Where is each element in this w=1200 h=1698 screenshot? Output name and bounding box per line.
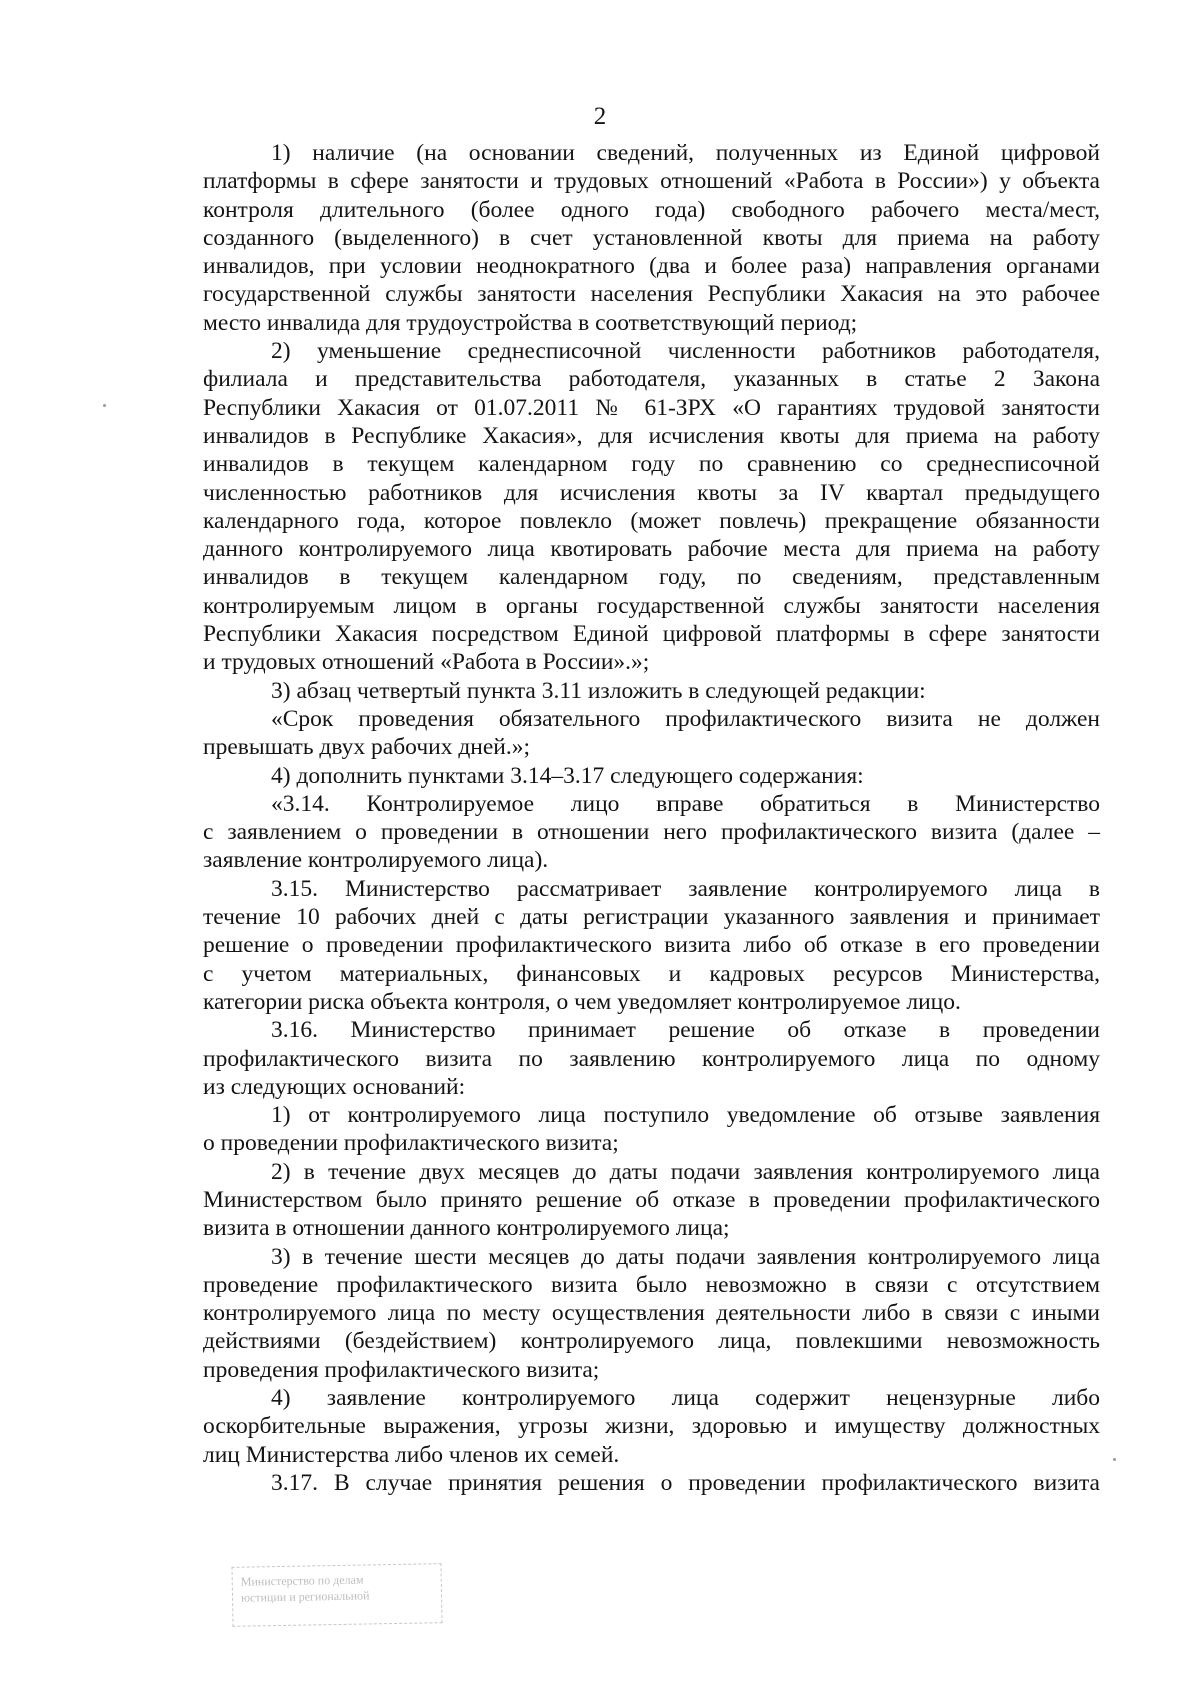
text-line: 4) дополнить пунктами 3.14–3.17 следующего содержания: [271,762,864,789]
text-line: о проведении профилактического визита; [203,1130,619,1157]
text-line: 4) заявление контролируемого лица содержит нецензурные либо [271,1385,1100,1412]
text-line: 3.15. Министерство рассматривает заявление контролируемого лица в [271,875,1100,902]
text-line: контроля длительного (более одного года) свободного рабочего места/мест, [203,196,1100,223]
text-line: 2) в течение двух месяцев до даты подачи заявления контролируемого лица [271,1158,1100,1185]
text-line: течение 10 рабочих дней с даты регистрации указанного заявления и принимает [203,904,1100,931]
registration-stamp [231,1563,442,1627]
text-line: место инвалида для трудоустройства в соответствующий период; [203,309,858,336]
text-line: контролируемым лицом в органы государственной службы занятости населения [203,592,1100,619]
stamp-line: юстиции и региональной [240,1588,370,1605]
scan-artifact [1113,1458,1116,1461]
text-line: численностью работников для исчисления квоты за IV квартал предыдущего [203,479,1100,506]
text-line: с заявлением о проведении в отношении него профилактического визита (далее – [203,819,1100,846]
text-line: 3.17. В случае принятия решения о проведении профилактического визита [271,1469,1100,1496]
text-line: и трудовых отношений «Работа в России».»; [203,649,650,676]
text-line: инвалидов в Республике Хакасия», для исчисления квоты для приема на работу [203,422,1100,449]
text-line: лиц Министерства либо членов их семей. [203,1441,620,1468]
text-line: действиями (бездействием) контролируемого лица, повлекшими невозможность [203,1328,1100,1355]
text-line: 3) абзац четвертый пункта 3.11 изложить в следующей редакции: [271,677,926,704]
scan-artifact [103,404,106,407]
text-line: 2) уменьшение среднесписочной численности работников работодателя, [271,338,1100,365]
text-line: 1) от контролируемого лица поступило уведомление об отзыве заявления [271,1102,1100,1129]
text-line: Республики Хакасия от 01.07.2011 № 61-ЗРХ «О гарантиях трудовой занятости [203,394,1100,421]
text-line: инвалидов, при условии неоднократного (два и более раза) направления органами [203,253,1100,280]
text-line: инвалидов в текущем календарном году по сравнению со среднесписочной [203,451,1100,478]
text-line: Министерством было принято решение об отказе в проведении профилактического [203,1186,1100,1213]
text-line: категории риска объекта контроля, о чем уведомляет контролируемое лицо. [203,988,961,1015]
text-line: «Срок проведения обязательного профилактического визита не должен [271,705,1100,732]
text-line: календарного года, которое повлекло (может повлечь) прекращение обязанности [203,507,1100,534]
text-line: 3.16. Министерство принимает решение об отказе в проведении [271,1017,1100,1044]
text-line: «3.14. Контролируемое лицо вправе обратиться в Министерство [271,790,1100,817]
text-line: созданного (выделенного) в счет установленной квоты для приема на работу [203,224,1100,251]
text-line: профилактического визита по заявлению контролируемого лица по одному [203,1045,1100,1072]
text-line: филиала и представительства работодателя, указанных в статье 2 Закона [203,366,1100,393]
text-line: 3) в течение шести месяцев до даты подачи заявления контролируемого лица [271,1243,1100,1270]
text-line: визита в отношении данного контролируемого лица; [203,1215,730,1242]
text-line: Республики Хакасия посредством Единой цифровой платформы в сфере занятости [203,621,1100,648]
document-body [203,139,1100,1497]
text-line: превышать двух рабочих дней.»; [203,734,531,761]
text-line: оскорбительные выражения, угрозы жизни, здоровью и имуществу должностных [203,1413,1100,1440]
text-line: инвалидов в текущем календарном году, по сведениям, представленным [203,564,1100,591]
text-line: платформы в сфере занятости и трудовых отношений «Работа в России») у объекта [203,168,1100,195]
text-line: заявление контролируемого лица). [203,847,549,874]
text-line: решение о проведении профилактического визита либо об отказе в его проведении [203,932,1100,959]
text-line: из следующих оснований: [203,1073,466,1100]
text-line: с учетом материальных, финансовых и кадровых ресурсов Министерства, [203,960,1100,987]
text-line: проведения профилактического визита; [203,1356,600,1383]
text-line: государственной службы занятости населения Республики Хакасия на это рабочее [203,281,1100,308]
text-line: данного контролируемого лица квотировать рабочие места для приема на работу [203,536,1100,563]
text-line: 1) наличие (на основании сведений, полученных из Единой цифровой [271,140,1100,166]
stamp-line: Министерство по делам [240,1572,364,1589]
page-number: 2 [593,103,607,130]
text-line: контролируемого лица по месту осуществления деятельности либо в связи с иными [203,1300,1100,1327]
text-line: проведение профилактического визита было невозможно в связи с отсутствием [203,1271,1100,1298]
